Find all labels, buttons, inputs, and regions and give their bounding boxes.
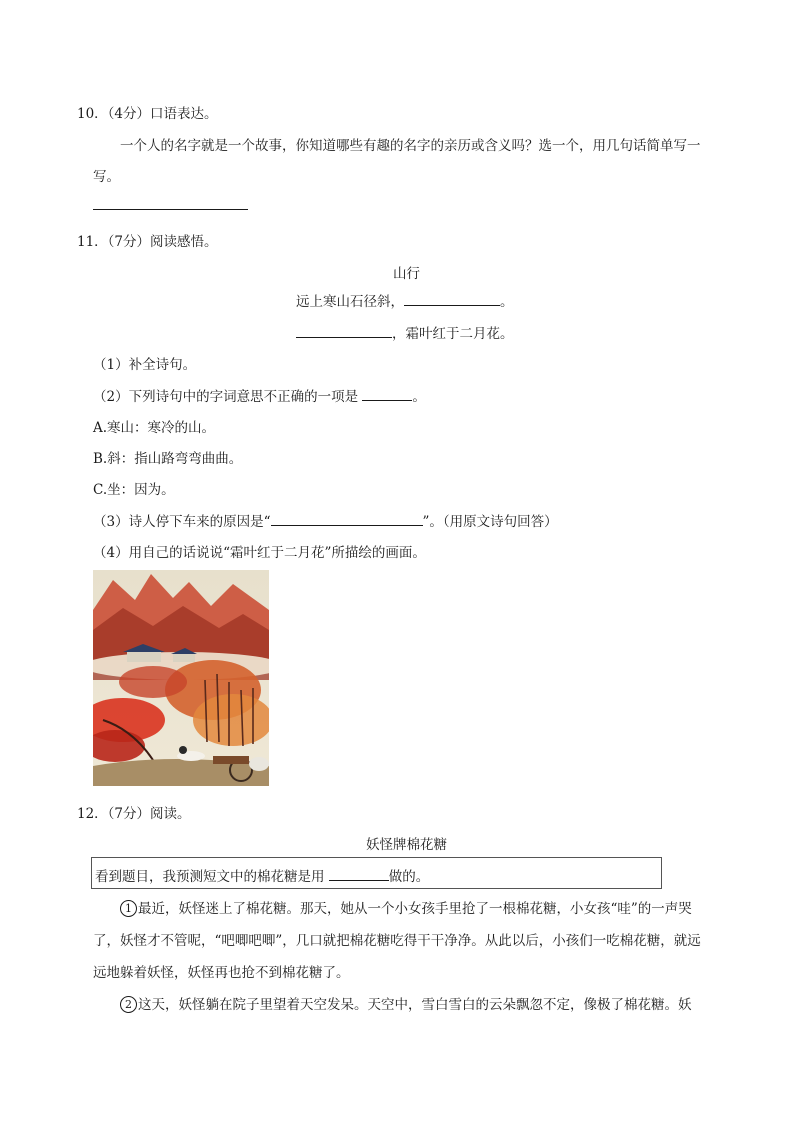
poem-line-1	[296, 290, 514, 310]
paragraph-1-text: 最近，妖怪迷上了棉花糖。那天，她从一个小女孩手里抢了一根棉花糖，小女孩“哇”的一声哭	[138, 901, 692, 917]
autumn-mountain-painting	[93, 570, 269, 786]
q11-sub2	[93, 385, 426, 405]
q11-title: 11．（7分）阅读感悟。	[77, 234, 218, 250]
q11-sub3-end: ”。（用原文诗句回答）	[422, 514, 558, 530]
q11-sub2-start: （2）下列诗句中的字词意思不正确的一项是	[93, 389, 359, 405]
story-title: 妖怪牌棉花糖	[366, 837, 447, 853]
poem-line-2-end: ，霜叶红于二月花。	[392, 326, 514, 342]
paragraph-2-number: 2	[120, 996, 137, 1013]
q11-sub2-end: 。	[412, 389, 426, 405]
q12-title: 12．（7分）阅读。	[77, 806, 191, 822]
q11-sub3-start: （3）诗人停下车来的原因是“	[93, 514, 271, 530]
q10-title: 10．（4分）口语表达。	[77, 106, 218, 122]
option-b: B.斜：指山路弯弯曲曲。	[93, 451, 243, 467]
paragraph-1-line1	[120, 897, 692, 917]
paragraph-2-text: 这天，妖怪躺在院子里望着天空发呆。天空中，雪白雪白的云朵飘忽不定，像极了棉花糖。妖	[138, 997, 692, 1013]
poem-blank-2[interactable]	[296, 323, 392, 338]
prediction-end: 做的。	[388, 869, 430, 885]
poem-blank-1[interactable]	[404, 291, 500, 306]
prediction-text	[95, 865, 429, 885]
paragraph-1-line2: 了，妖怪才不管呢，“吧唧吧唧”，几口就把棉花糖吃得干干净净。从此以后，小孩们一吃棉花糖，就远	[93, 933, 701, 949]
paragraph-2-line1	[120, 993, 692, 1013]
paragraph-1-number: 1	[120, 900, 137, 917]
option-a: A.寒山：寒冷的山。	[93, 420, 216, 436]
q11-sub2-blank[interactable]	[362, 386, 412, 401]
paragraph-1-line3: 远地躲着妖怪，妖怪再也抢不到棉花糖了。	[93, 965, 350, 981]
prediction-start: 看到题目，我预测短文中的棉花糖是用	[95, 869, 325, 885]
q11-sub1: （1）补全诗句。	[93, 357, 197, 373]
option-c: C.坐：因为。	[93, 482, 175, 498]
q11-sub4: （4）用自己的话说说“霜叶红于二月花”所描绘的画面。	[93, 545, 426, 561]
q11-sub3	[93, 510, 558, 530]
q10-answer-line[interactable]	[93, 209, 248, 210]
prediction-blank[interactable]	[329, 866, 389, 881]
poem-title: 山行	[393, 266, 420, 282]
poem-line-1-end: 。	[500, 294, 514, 310]
poem-line-1-start: 远上寒山石径斜，	[296, 294, 404, 310]
q10-body-line2: 写。	[93, 169, 120, 185]
q11-sub3-blank[interactable]	[271, 511, 423, 526]
q10-body-line1: 一个人的名字就是一个故事，你知道哪些有趣的名字的亲历或含义吗？选一个，用几句话简单写一	[120, 138, 701, 154]
poem-line-2	[296, 322, 514, 342]
